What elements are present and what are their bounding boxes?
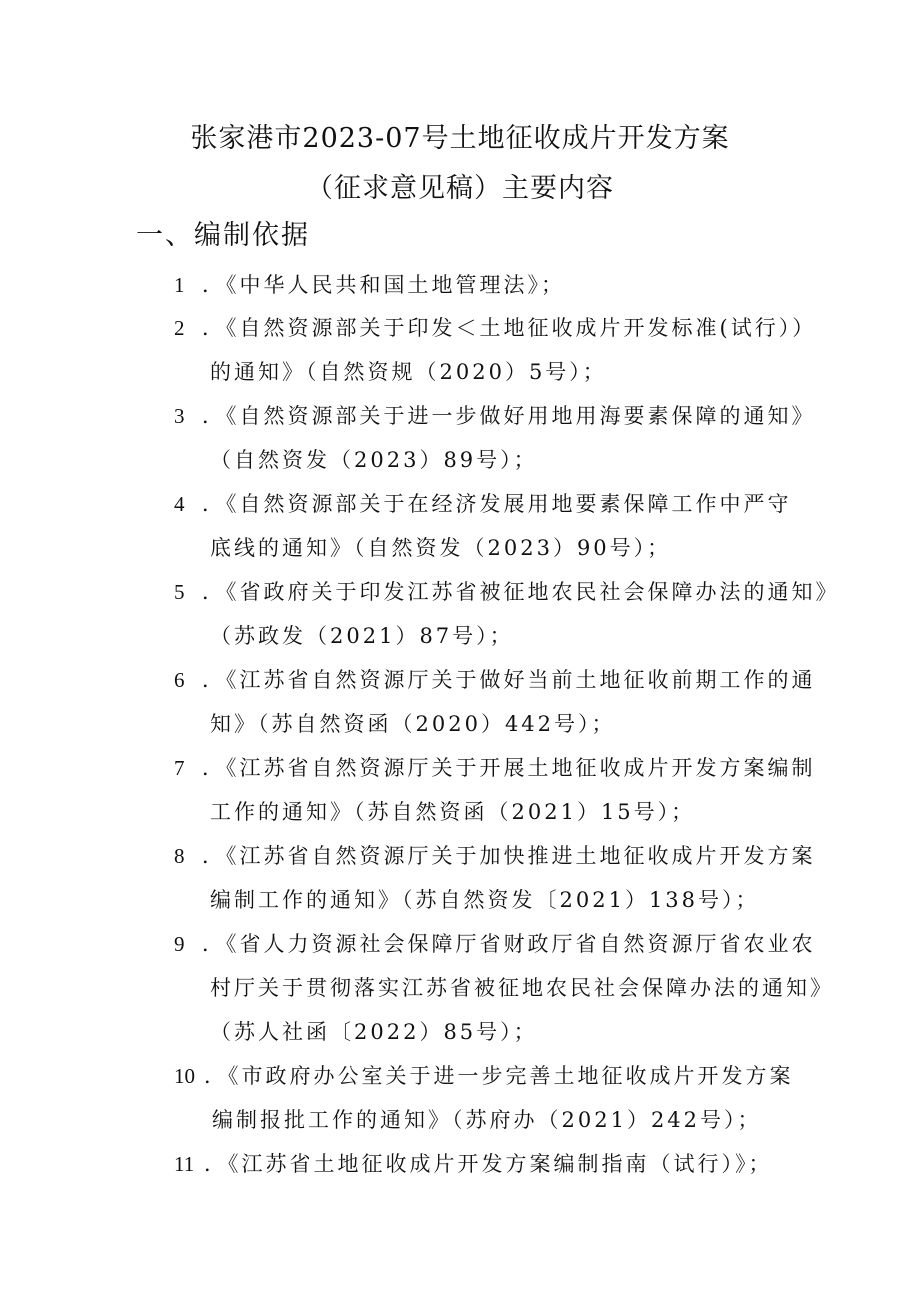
list-item [174, 306, 817, 394]
list-item-line: 的通知》（自然资规（2020）5号）； [210, 360, 607, 384]
list-item-line: ．《市政府办公室关于进一步完善土地征收成片开发方案 [204, 1064, 794, 1088]
list-item-line: （苏人社函〔2022）85号）； [210, 1020, 538, 1044]
list-item-number: 4 [174, 492, 185, 516]
list-item-line: （苏政发（2021）87号）； [210, 624, 514, 648]
list-item-number: 6 [174, 668, 185, 692]
list-item-number: 9 [174, 932, 185, 956]
list-item-line: 编制报批工作的通知》（苏府办（2021）242号）； [212, 1108, 762, 1132]
list-item-text [174, 394, 814, 482]
list-item-text [174, 263, 814, 307]
list-item-line: ．《自然资源部关于进一步做好用地用海要素保障的通知》 [202, 404, 816, 428]
list-item [174, 746, 814, 834]
list-item [174, 1142, 814, 1186]
list-item-line: ．《江苏省自然资源厅关于开展土地征收成片开发方案编制 [202, 756, 816, 780]
list-item [174, 922, 834, 1054]
list-item-line: ．《江苏省土地征收成片开发方案编制指南（试行）》； [204, 1152, 773, 1176]
list-item-text [174, 482, 814, 570]
list-item-line: 村厅关于贯彻落实江苏省被征地农民社会保障办法的通知》 [210, 976, 834, 1000]
list-item-text [174, 1054, 814, 1142]
list-item [174, 570, 840, 658]
section-heading: 一、编制依据 [136, 220, 310, 251]
list-item-line: 编制工作的通知》（苏自然资发〔2021）138号）； [210, 888, 760, 912]
list-item-text [174, 746, 814, 834]
list-item [174, 1054, 814, 1142]
list-item-text [174, 834, 814, 922]
list-item [174, 658, 814, 746]
list-item [174, 482, 814, 570]
list-item [174, 834, 814, 922]
list-item-number: 3 [174, 404, 185, 428]
list-item-text [174, 922, 834, 1054]
list-item-number: 10 [174, 1064, 195, 1088]
list-item-number: 11 [174, 1152, 195, 1176]
list-item-line: ．《中华人民共和国土地管理法》； [202, 273, 565, 297]
document-title-line-1: 张家港市2023-07号土地征收成片开发方案 [190, 123, 730, 154]
list-item-number: 7 [174, 756, 185, 780]
list-item-text [174, 570, 840, 658]
list-item-text [174, 1142, 814, 1186]
list-item-line: ．《江苏省自然资源厅关于做好当前土地征收前期工作的通 [202, 668, 816, 692]
list-item-text [174, 306, 817, 394]
list-item-line: （自然资发（2023）89号）； [210, 448, 538, 472]
list-item-number: 8 [174, 844, 185, 868]
list-item-number: 2 [174, 316, 185, 340]
list-item-line: 知》（苏自然资函（2020）442号）； [210, 712, 616, 736]
list-item-number: 5 [174, 580, 185, 604]
list-item [174, 263, 814, 307]
list-item-line: ．《省政府关于印发江苏省被征地农民社会保障办法的通知》 [202, 580, 840, 604]
document-title-line-2: （征求意见稿）主要内容 [306, 173, 614, 204]
list-item-line: ．《江苏省自然资源厅关于加快推进土地征收成片开发方案 [202, 844, 816, 868]
list-item-line: 底线的通知》（自然资发（2023）90号）； [210, 536, 672, 560]
list-item-number: 1 [174, 273, 185, 297]
list-item-line: ．《省人力资源社会保障厅省财政厅省自然资源厅省农业农 [202, 932, 816, 956]
list-item-line: ．《自然资源部关于印发＜土地征收成片开发标准(试行）） [202, 316, 817, 340]
list-item-text [174, 658, 814, 746]
list-item [174, 394, 814, 482]
list-item-line: ．《自然资源部关于在经济发展用地要素保障工作中严守 [202, 492, 792, 516]
list-item-line: 工作的通知》（苏自然资函（2021）15号）； [210, 800, 696, 824]
